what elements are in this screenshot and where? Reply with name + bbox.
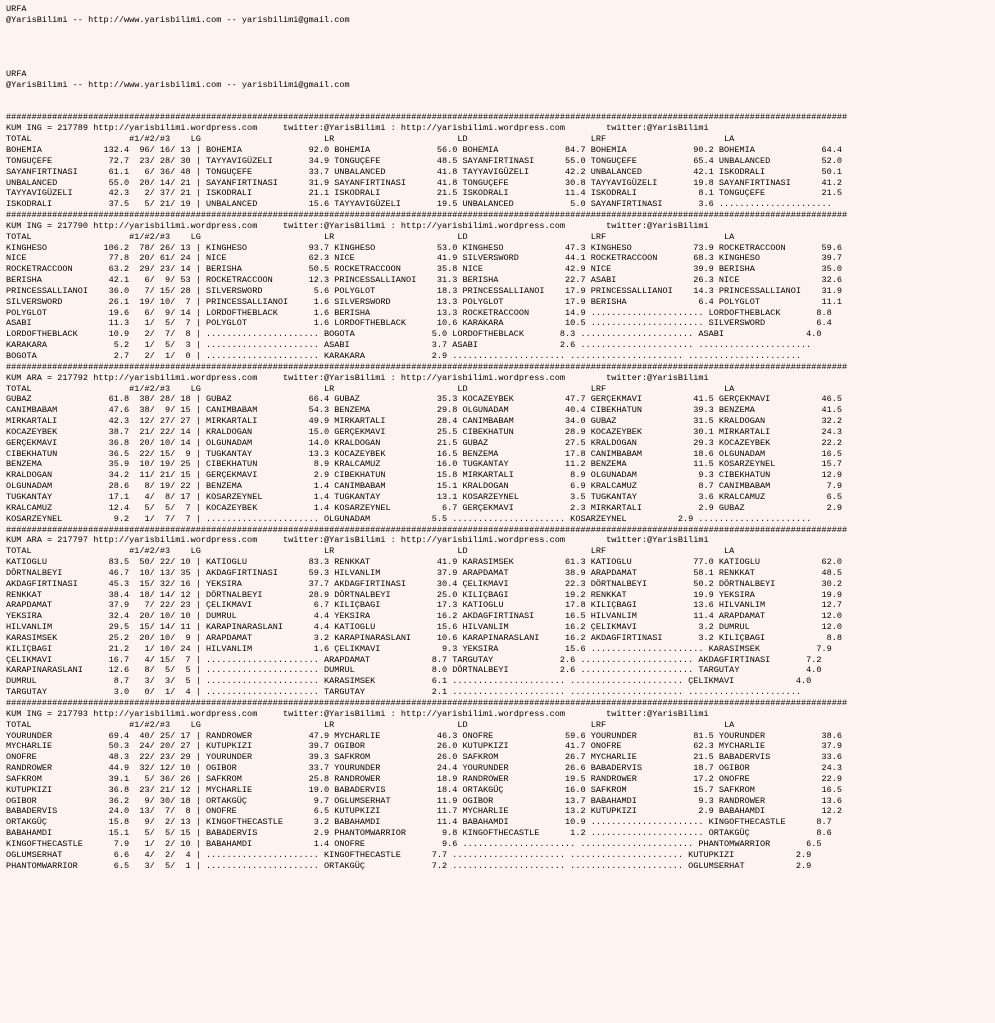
section-divider: #################################################################################################################################################################### (6, 698, 848, 708)
blank-line (6, 26, 995, 37)
result-row: BOHEMIA 132.4 96/ 16/ 13 | BOHEMIA 92.0 BOHEMIA 56.0 BOHEMIA 84.7 BOHEMIA 90.2 BOHEMIA 64.4 (6, 144, 843, 155)
result-row: KUTUPKIZI 36.8 23/ 21/ 12 | MYCHARLIE 19.0 BABADERVIS 18.4 ORTAKGÜÇ 16.0 SAFKROM 15.7 SAFKROM 16.5 (6, 784, 843, 795)
column-header: TOTAL #1/#2/#3 LG LR LD LRF LA (6, 546, 735, 557)
result-row: SAFKROM 39.1 5/ 36/ 26 | SAFKROM 25.8 RANDROWER 18.9 RANDROWER 19.5 RANDROWER 17.2 ONOFRE 22.9 (6, 773, 843, 784)
result-row: BOGOTA 2.7 2/ 1/ 0 | ...................... KARAKARA 2.9 ...................... ...................... ...................... (6, 351, 801, 361)
result-row: ÇELIKMAVI 16.7 4/ 15/ 7 | ...................... ARAPDAMAT 8.7 TARGUTAY 2.6 ...................... AKDAGFIRTINASI 7.2 (6, 654, 822, 665)
result-row: BABAHAMDI 15.1 5/ 5/ 15 | BABADERVIS 2.9 PHANTOMWARRIOR 9.8 KINGOFTHECASTLE 1.2 ...................... ORTAKGÜÇ 8.6 (6, 828, 832, 839)
result-row: PHANTOMWARRIOR 6.5 3/ 5/ 1 | ...................... ORTAKGÜÇ 7.2 ...................... ...................... OGLUMSERHAT 2.9 (6, 860, 812, 871)
result-row: KINGHESO 106.2 78/ 26/ 13 | KINGHESO 93.7 KINGHESO 53.0 KINGHESO 47.3 KINGHESO 73.9 ROCKETRACCOON 59.6 (6, 242, 843, 253)
blank-line (6, 47, 995, 58)
result-row: AKDAGFIRTINASI 45.3 15/ 32/ 16 | YEKSIRA 37.7 AKDAGFIRTINASI 30.4 ÇELIKMAVI 22.3 DÖRTNALBEYI 50.2 DÖRTNALBEYI 30.2 (6, 578, 843, 589)
result-row: PRINCESSALLIANOI 36.0 7/ 15/ 28 | SILVERSWORD 5.6 POLYGLOT 18.3 PRINCESSALLIANOI 17.9 PRINCESSALLIANOI 14.3 PRINCESSALLIANOI 31.9 (6, 285, 843, 296)
result-row: KRALCAMUZ 12.4 5/ 5/ 7 | KOCAZEYBEK 1.4 KOSARZEYNEL 6.7 GERÇEKMAVI 2.3 MIRKARTALI 2.9 GUBAZ 2.9 (6, 502, 843, 513)
result-row: OGLUMSERHAT 6.6 4/ 2/ 4 | ...................... KINGOFTHECASTLE 7.7 ...................... ...................... KUTUPKIZI 2.9 (6, 849, 812, 860)
result-row: DUMRUL 8.7 3/ 3/ 5 | ...................... KARASIMSEK 6.1 ...................... ...................... ÇELIKMAVI 4.0 (6, 676, 812, 687)
result-row: MYCHARLIE 50.3 24/ 20/ 27 | KUTUPKIZI 39.7 OGIBOR 26.0 KUTUPKIZI 41.7 ONOFRE 62.3 MYCHARLIE 37.9 (6, 741, 843, 752)
result-row: KOCAZEYBEK 38.7 21/ 22/ 14 | KRALDOGAN 15.0 GERÇEKMAVI 25.5 CIBEKHATUN 28.9 KOCAZEYBEK 30.1 MIRKARTALI 24.3 (6, 426, 843, 437)
column-header: TOTAL #1/#2/#3 LG LR LD LRF LA (6, 383, 735, 394)
result-row: GERÇEKMAVI 36.8 20/ 10/ 14 | OLGUNADAM 14.0 KRALDOGAN 21.5 GUBAZ 27.5 KRALDOGAN 29.3 KOCAZEYBEK 22.2 (6, 437, 843, 448)
result-row: KINGOFTHECASTLE 7.9 1/ 2/ 10 | BABAHAMDI 1.4 ONOFRE 9.6 ...................... ...................... PHANTOMWARRIOR 6.5 (6, 838, 822, 849)
result-row: YOURUNDER 69.4 40/ 25/ 17 | RANDROWER 47.9 MYCHARLIE 46.3 ONOFRE 59.6 YOURUNDER 81.5 YOURUNDER 38.6 (6, 730, 843, 741)
blank-line (6, 37, 995, 48)
result-row: KILIÇBAGI 21.2 1/ 10/ 24 | HILVANLIM 1.6 ÇELIKMAVI 9.3 YEKSIRA 15.6 ...................... KARASIMSEK 7.9 (6, 643, 832, 654)
section-divider: #################################################################################################################################################################### (6, 524, 848, 535)
result-row: KARAKARA 5.2 1/ 5/ 3 | ...................... ASABI 3.7 ASABI 2.6 ...................... ...................... (6, 340, 812, 351)
contact-line: @YarisBilimi -- http://www.yarisbilimi.com -- yarisbilimi@gmail.com (6, 79, 350, 90)
race-header: KUM ARA = 217797 http://yarisbilimi.wordpress.com twitter:@YarisBilimi : http://yarisbilimi.wordpress.com twitter:@YarisBilimi (6, 535, 709, 546)
result-row: TARGUTAY 3.0 0/ 1/ 4 | ...................... TARGUTAY 2.1 ...................... ...................... ...................... (6, 687, 801, 698)
column-header: TOTAL #1/#2/#3 LG LR LD LRF LA (6, 231, 735, 242)
result-row: CANIMBABAM 47.6 38/ 9/ 15 | CANIMBABAM 54.3 BENZEMA 29.8 OLGUNADAM 40.4 CIBEKHATUN 39.3 BENZEMA 41.5 (6, 405, 843, 416)
blank-line (6, 102, 995, 113)
result-row: OGIBOR 36.2 9/ 30/ 18 | ORTAKGÜÇ 9.7 OGLUMSERHAT 11.9 OGIBOR 13.7 BABAHAMDI 9.3 RANDROWER 13.6 (6, 795, 843, 806)
result-row: KATIOGLU 83.5 50/ 22/ 10 | KATIOGLU 83.3 RENKKAT 41.9 KARASIMSEK 61.3 KATIOGLU 77.0 KATIOGLU 62.0 (6, 557, 843, 568)
result-row: BENZEMA 35.9 10/ 19/ 25 | CIBEKHATUN 8.9 KRALCAMUZ 16.0 TUGKANTAY 11.2 BENZEMA 11.5 KOSARZEYNEL 15.7 (6, 459, 843, 470)
result-row: BABADERVIS 24.0 13/ 7/ 8 | ONOFRE 6.5 KUTUPKIZI 11.7 MYCHARLIE 13.2 KUTUPKIZI 2.9 BABAHAMDI 12.2 (6, 806, 843, 817)
track-title: URFA (6, 4, 27, 14)
section-divider: #################################################################################################################################################################### (6, 112, 848, 123)
result-row: SILVERSWORD 26.1 19/ 10/ 7 | PRINCESSALLIANOI 1.6 SILVERSWORD 13.3 POLYGLOT 17.9 BERISHA 6.4 POLYGLOT 11.1 (6, 296, 843, 307)
result-row: GUBAZ 61.8 38/ 28/ 18 | GUBAZ 66.4 GUBAZ 35.3 KOCAZEYBEK 47.7 GERÇEKMAVI 41.5 GERÇEKMAVI 46.5 (6, 394, 843, 405)
result-row: ASABI 11.3 1/ 5/ 7 | POLYGLOT 1.6 LORDOFTHEBLACK 10.6 KARAKARA 10.5 ...................... SILVERSWORD 6.4 (6, 318, 832, 329)
race-header: KUM ING = 217790 http://yarisbilimi.wordpress.com twitter:@YarisBilimi : http://yarisbilimi.wordpress.com twitter:@YarisBilimi (6, 220, 709, 231)
result-row: MIRKARTALI 42.3 12/ 27/ 27 | MIRKARTALI 49.9 MIRKARTALI 28.4 CANIMBABAM 34.0 GUBAZ 31.5 KRALDOGAN 32.2 (6, 416, 843, 427)
column-header: TOTAL #1/#2/#3 LG LR LD LRF LA (6, 719, 735, 730)
result-row: LORDOFTHEBLACK 10.9 2/ 7/ 8 | ...................... BOGOTA 5.0 LORDOFTHEBLACK 8.3 ...................... ASABI 4.0 (6, 329, 822, 340)
result-row: YEKSIRA 32.4 20/ 10/ 10 | DUMRUL 4.4 YEKSIRA 16.2 AKDAGFIRTINASI 16.5 HILVANLIM 11.4 ARAPDAMAT 12.0 (6, 611, 843, 622)
result-row: TAYYAVIGÜZELI 42.3 2/ 37/ 21 | ISKODRALI 21.1 ISKODRALI 21.5 ISKODRALI 11.4 ISKODRALI 8.1 TONGUÇEFE 21.5 (6, 188, 843, 199)
result-row: BERISHA 42.1 6/ 9/ 53 | ROCKETRACCOON 12.3 PRINCESSALLIANOI 31.3 BERISHA 22.7 ASABI 26.3 NICE 32.6 (6, 275, 843, 286)
race-header: KUM ING = 217793 http://yarisbilimi.wordpress.com twitter:@YarisBilimi : http://yarisbilimi.wordpress.com twitter:@YarisBilimi (6, 708, 709, 719)
result-row: HILVANLIM 29.5 15/ 14/ 11 | KARAPINARASLANI 4.4 KATIOGLU 15.6 HILVANLIM 16.2 ÇELIKMAVI 3.2 DUMRUL 12.0 (6, 622, 843, 633)
result-row: TUGKANTAY 17.1 4/ 8/ 17 | KOSARZEYNEL 1.4 TUGKANTAY 13.1 KOSARZEYNEL 3.5 TUGKANTAY 3.6 KRALCAMUZ 6.5 (6, 491, 843, 502)
result-row: KOSARZEYNEL 9.2 1/ 7/ 7 | ...................... OLGUNADAM 5.5 ...................... KOSARZEYNEL 2.9 ...................... (6, 513, 812, 524)
result-row: SAYANFIRTINASI 61.1 6/ 36/ 48 | TONGUÇEFE 33.7 UNBALANCED 41.8 TAYYAVIGÜZELI 42.2 UNBALANCED 42.1 ISKODRALI 50.1 (6, 166, 843, 177)
result-row: ARAPDAMAT 37.9 7/ 22/ 23 | ÇELIKMAVI 6.7 KILIÇBAGI 17.3 KATIOGLU 17.8 KILIÇBAGI 13.6 HILVANLIM 12.7 (6, 600, 843, 611)
blank-line (6, 91, 995, 102)
blank-line (6, 58, 995, 69)
result-row: POLYGLOT 19.6 6/ 9/ 14 | LORDOFTHEBLACK 1.6 BERISHA 13.3 ROCKETRACCOON 14.9 ...................... LORDOFTHEBLACK 8.8 (6, 307, 832, 318)
result-row: KARASIMSEK 25.2 20/ 10/ 9 | ARAPDAMAT 3.2 KARAPINARASLANI 10.6 KARAPINARASLANI 16.2 AKDAGFIRTINASI 3.2 KILIÇBAGI 8.8 (6, 632, 843, 643)
result-row: KARAPINARASLANI 12.6 8/ 5/ 5 | ...................... DUMRUL 8.0 DÖRTNALBEYI 2.6 ...................... TARGUTAY 4.0 (6, 665, 822, 676)
race-header: KUM ARA = 217792 http://yarisbilimi.wordpress.com twitter:@YarisBilimi : http://yarisbilimi.wordpress.com twitter:@YarisBilimi (6, 372, 709, 383)
result-row: RENKKAT 38.4 18/ 14/ 12 | DÖRTNALBEYI 28.9 DÖRTNALBEYI 25.0 KILIÇBAGI 19.2 RENKKAT 19.9 YEKSIRA 19.9 (6, 589, 843, 600)
result-row: KRALDOGAN 34.2 11/ 21/ 15 | GERÇEKMAVI 2.9 CIBEKHATUN 15.8 MIRKARTALI 8.9 OLGUNADAM 9.3 CIBEKHATUN 12.9 (6, 470, 843, 481)
race-header: KUM ING = 217789 http://yarisbilimi.wordpress.com twitter:@YarisBilimi : http://yarisbilimi.wordpress.com twitter:@YarisBilimi (6, 123, 709, 134)
column-header: TOTAL #1/#2/#3 LG LR LD LRF LA (6, 134, 735, 145)
result-row: ORTAKGÜÇ 15.8 9/ 2/ 13 | KINGOFTHECASTLE 3.2 BABAHAMDI 11.4 BABAHAMDI 10.9 ...................... KINGOFTHECASTLE 8.7 (6, 817, 832, 828)
result-row: TONGUÇEFE 72.7 23/ 28/ 30 | TAYYAVIGÜZELI 34.9 TONGUÇEFE 48.5 SAYANFIRTINASI 55.0 TONGUÇEFE 65.4 UNBALANCED 52.0 (6, 155, 843, 166)
result-row: RANDROWER 44.9 32/ 12/ 10 | OGIBOR 33.7 YOURUNDER 24.4 YOURUNDER 26.6 BABADERVIS 18.7 OGIBOR 24.3 (6, 763, 843, 774)
result-row: ISKODRALI 37.5 5/ 21/ 19 | UNBALANCED 15.6 TAYYAVIGÜZELI 19.5 UNBALANCED 5.0 SAYANFIRTINASI 3.6 ...................... (6, 199, 832, 210)
result-row: CIBEKHATUN 36.5 22/ 15/ 9 | TUGKANTAY 13.3 KOCAZEYBEK 16.5 BENZEMA 17.8 CANIMBABAM 18.6 OLGUNADAM 16.5 (6, 448, 843, 459)
section-divider: #################################################################################################################################################################### (6, 210, 848, 221)
contact-line: @YarisBilimi -- http://www.yarisbilimi.com -- yarisbilimi@gmail.com (6, 14, 350, 25)
result-row: OLGUNADAM 28.6 8/ 19/ 22 | BENZEMA 1.4 CANIMBABAM 15.1 KRALDOGAN 6.9 KRALCAMUZ 8.7 CANIMBABAM 7.9 (6, 481, 843, 492)
result-row: ONOFRE 48.3 22/ 23/ 29 | YOURUNDER 39.3 SAFKROM 26.0 SAFKROM 26.7 MYCHARLIE 21.5 BABADERVIS 33.6 (6, 752, 843, 763)
result-row: ROCKETRACCOON 63.2 29/ 23/ 14 | BERISHA 50.5 ROCKETRACCOON 35.8 NICE 42.9 NICE 39.9 BERISHA 35.0 (6, 264, 843, 275)
result-row: UNBALANCED 55.0 20/ 14/ 21 | SAYANFIRTINASI 31.9 SAYANFIRTINASI 41.8 TONGUÇEFE 30.8 TAYYAVIGÜZELI 19.8 SAYANFIRTINASI 41.2 (6, 177, 843, 188)
result-row: DÖRTNALBEYI 46.7 10/ 13/ 35 | AKDAGFIRTINASI 59.3 HILVANLIM 37.9 ARAPDAMAT 38.9 ARAPDAMAT 58.1 RENKKAT 48.5 (6, 567, 843, 578)
track-title: URFA (6, 69, 27, 80)
result-row: NICE 77.8 20/ 61/ 24 | NICE 62.3 NICE 41.9 SILVERSWORD 44.1 ROCKETRACCOON 68.3 KINGHESO 39.7 (6, 253, 843, 264)
section-divider: #################################################################################################################################################################### (6, 361, 848, 372)
